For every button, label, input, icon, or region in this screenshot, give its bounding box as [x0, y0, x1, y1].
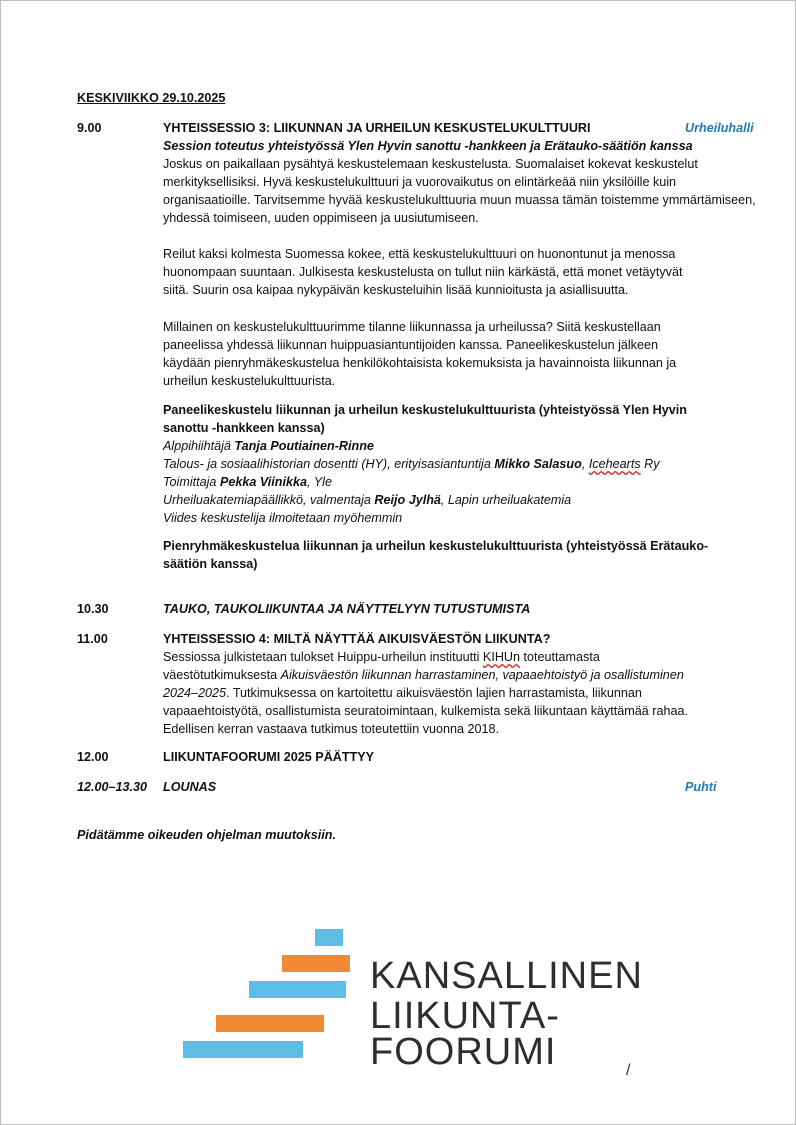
- session4-paragraph: [163, 648, 763, 738]
- session4-time: 11.00: [77, 632, 108, 646]
- text-line: 2024–2025. Tutkimuksessa on kartoitettu aikuisväestön lajien harrastamista, liikunnan: [163, 686, 642, 700]
- logo-bar-orange-2: [216, 1015, 324, 1032]
- break-time: 10.30: [77, 602, 109, 616]
- break-title: TAUKO, TAUKOLIIKUNTAA JA NÄYTTELYYN TUTUSTUMISTA: [163, 602, 531, 616]
- logo-text-line-2: LIIKUNTA-: [370, 995, 560, 1037]
- panelist-1: Alppihiihtäjä Tanja Poutiainen-Rinne: [163, 439, 374, 453]
- logo-bar-blue-1: [315, 929, 343, 946]
- session3-paragraph-2: [163, 245, 763, 299]
- text-line: Pienryhmäkeskustelua liikunnan ja urheilun keskustelukulttuurista (yhteistyössä Erätauko-: [163, 539, 709, 553]
- text-line: Edellisen kerran vastaava tutkimus toteutettiin vuonna 2018.: [163, 722, 500, 736]
- text-line: huonompaan suuntaan. Julkisesta keskustelusta on tullut niin kärkästä, että monet vetäytyvät: [163, 265, 683, 279]
- text-line: Joskus on paikallaan pysähtyä keskustelemaan keskustelusta. Suomalaiset kokevat keskustelut: [163, 157, 698, 171]
- text-line: käydään pienryhmäkeskustelua henkilökohtaisista kokemuksista ja havainnoista liikunnan ja: [163, 356, 677, 370]
- session3-venue: Urheiluhalli: [685, 121, 754, 135]
- panelist-list: [163, 437, 763, 527]
- session3-title: YHTEISSESSIO 3: LIIKUNNAN JA URHEILUN KESKUSTELUKULTTUURI: [163, 121, 591, 135]
- text-line: vapaaehtoistyötä, osallistumista seuratoimintaan, kulkemista sekä liikuntaan käyttämää rahaa.: [163, 704, 689, 718]
- date-heading: KESKIVIIKKO 29.10.2025: [77, 91, 226, 105]
- panelist-2: Talous- ja sosiaalihistorian dosentti (HY), erityisasiantuntija Mikko Salasuo, Icehearts Ry: [163, 457, 660, 471]
- end-time: 12.00: [77, 750, 109, 764]
- session3-paragraph-3: [163, 318, 763, 390]
- lunch-venue: Puhti: [685, 780, 717, 794]
- text-line: Sessiossa julkistetaan tulokset Huippu-urheilun instituutti KIHUn toteuttamasta: [163, 650, 600, 664]
- panelist-5: Viides keskustelija ilmoitetaan myöhemmin: [163, 511, 403, 525]
- session3-paragraph-1: [163, 155, 763, 227]
- text-line: sanottu -hankkeen kanssa): [163, 421, 325, 435]
- text-line: Millainen on keskustelukulttuurimme tilanne liikunnassa ja urheilussa? Siitä keskustellaan: [163, 320, 661, 334]
- group-discussion-title: [163, 537, 763, 573]
- session4-title: YHTEISSESSIO 4: MILTÄ NÄYTTÄÄ AIKUISVÄESTÖN LIIKUNTA?: [163, 632, 551, 646]
- session3-time: 9.00: [77, 121, 102, 135]
- session3-subtitle: Session toteutus yhteistyössä Ylen Hyvin sanottu -hankkeen ja Erätauko-säätiön kanssa: [163, 139, 693, 153]
- text-line: urheilun keskustelukulttuurista.: [163, 374, 336, 388]
- lunch-time: 12.00–13.30: [77, 780, 148, 794]
- text-line: Paneelikeskustelu liikunnan ja urheilun keskustelukulttuurista (yhteistyössä Ylen Hyvin: [163, 403, 687, 417]
- disclaimer: Pidätämme oikeuden ohjelman muutoksiin.: [77, 828, 336, 842]
- end-title: LIIKUNTAFOORUMI 2025 PÄÄTTYY: [163, 750, 375, 764]
- logo-bar-orange-1: [282, 955, 350, 972]
- panel-title: [163, 401, 763, 437]
- panelist-3: Toimittaja Pekka Viinikka, Yle: [163, 475, 332, 489]
- logo-text-line-1: KANSALLINEN: [370, 955, 643, 997]
- stray-slash-mark: /: [626, 1062, 631, 1079]
- lunch-title: LOUNAS: [163, 780, 217, 794]
- panelist-4: Urheiluakatemiapäällikkö, valmentaja Reijo Jylhä, Lapin urheiluakatemia: [163, 493, 572, 507]
- logo-text-line-3: FOORUMI: [370, 1031, 557, 1073]
- text-line: yhdessä toimiseen, uuden oppimiseen ja uusiutumiseen.: [163, 211, 479, 225]
- text-line: Reilut kaksi kolmesta Suomessa kokee, että keskustelukulttuuri on huonontunut ja menossa: [163, 247, 676, 261]
- text-line: merkityksellisiksi. Hyvä keskustelukulttuuri ja vuorovaikutus on elintärkeää niin yksilöille kuin: [163, 175, 677, 189]
- text-line: siitä. Suurin osa kaipaa nykypäivän keskusteluihin lisää kunnioitusta ja asiallisuutta.: [163, 283, 629, 297]
- text-line: väestötutkimuksesta Aikuisväestön liikunnan harrastaminen, vapaaehtoistyö ja osallistuminen: [163, 668, 684, 682]
- text-line: säätiön kanssa): [163, 557, 258, 571]
- logo-bar-blue-2: [249, 981, 346, 998]
- text-line: paneelissa yhdessä liikunnan huippuasiantuntijoiden kanssa. Paneelikeskustelun jälkeen: [163, 338, 658, 352]
- logo-bar-blue-3: [183, 1041, 303, 1058]
- text-line: organisaatioille. Tarvitsemme hyvää keskustelukulttuuria muun muassa tämän toistemme ymmärtämiseen,: [163, 193, 756, 207]
